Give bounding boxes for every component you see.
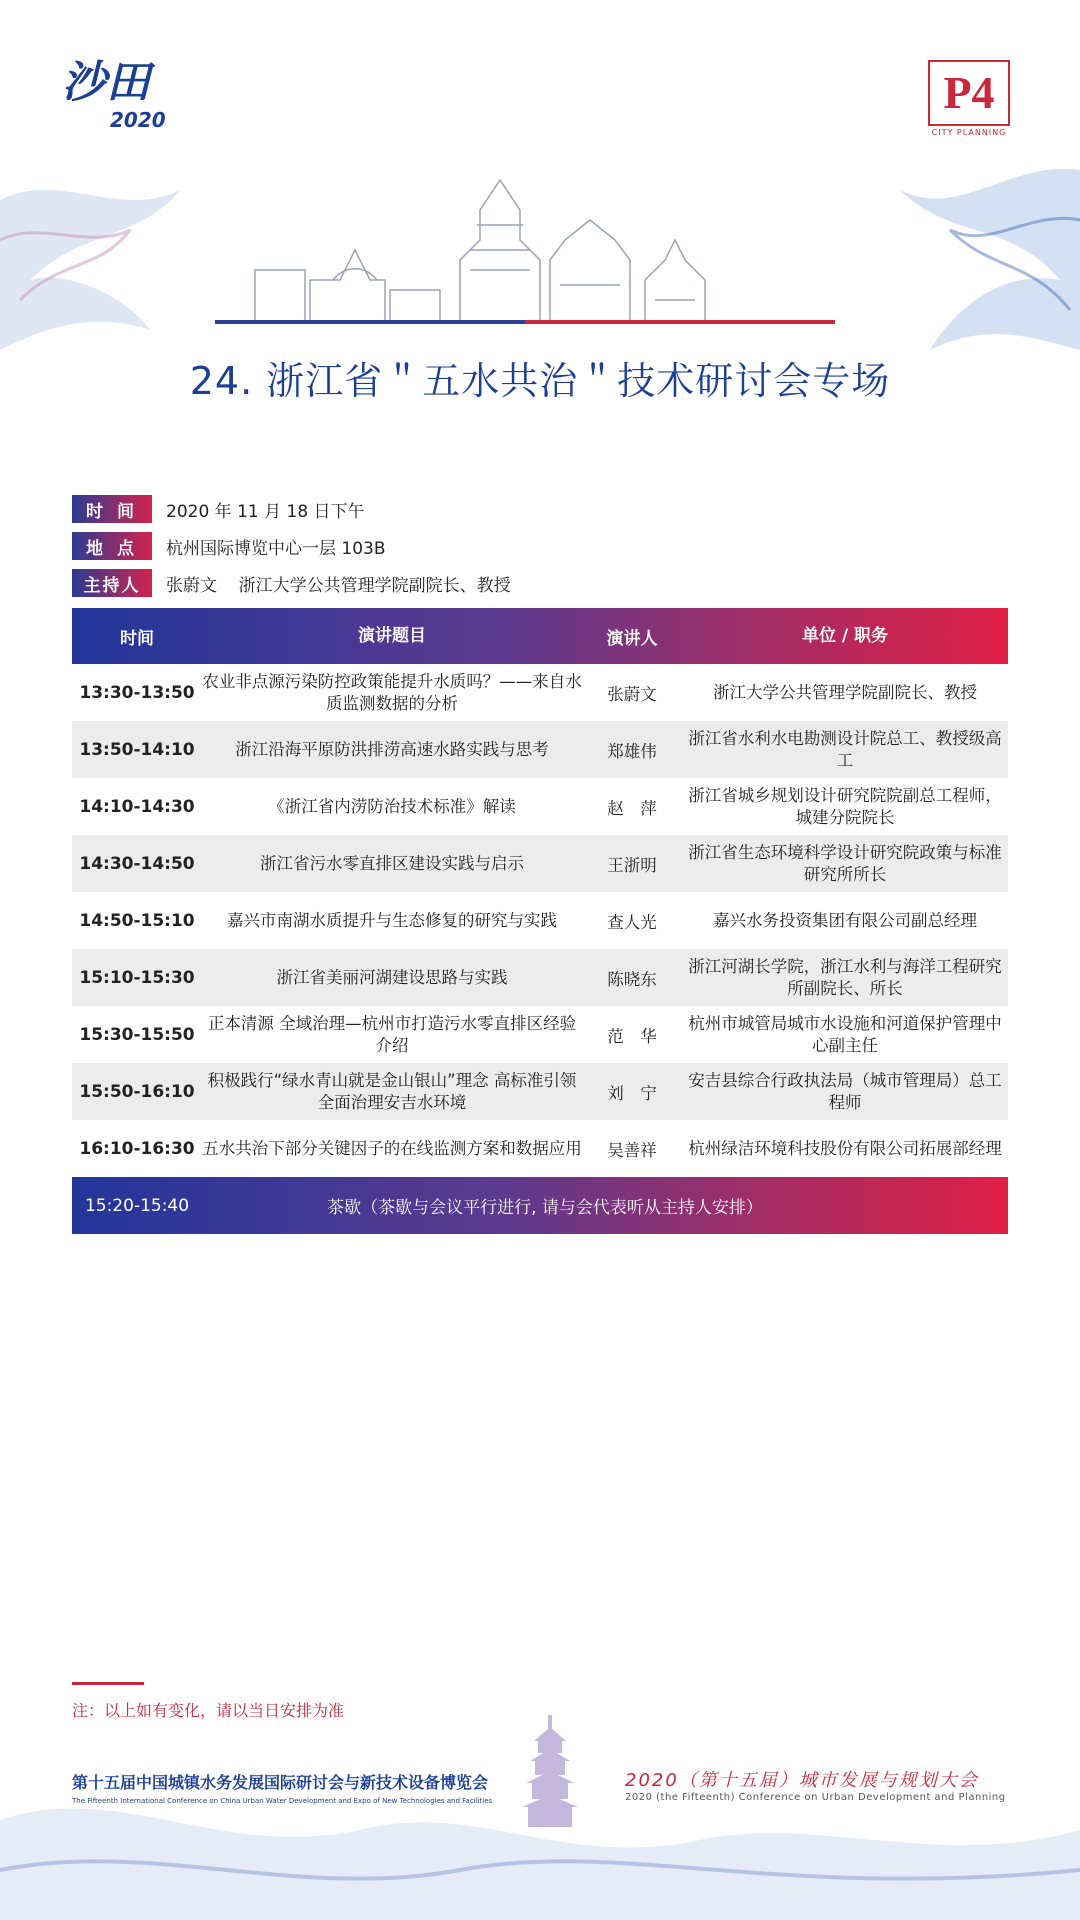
cell-time: 15:30-15:50	[79, 1024, 195, 1045]
cell-unit: 杭州市城管局城市水设施和河道保护管理中心副主任	[688, 1013, 1002, 1055]
info-tag-location: 地 点	[72, 532, 152, 560]
cell-unit: 嘉兴水务投资集团有限公司副总经理	[713, 910, 977, 930]
cell-topic: 五水共治下部分关键因子的在线监测方案和数据应用	[202, 1138, 582, 1158]
info-row-time	[72, 495, 365, 523]
cell-time: 16:10-16:30	[79, 1138, 195, 1159]
cell-unit: 浙江大学公共管理学院副院长、教授	[713, 682, 977, 702]
footer-planning-conference-cn: 2020（第十五届）城市发展与规划大会	[625, 1770, 979, 1791]
table-row	[72, 1120, 1008, 1177]
cell-time: 13:50-14:10	[79, 739, 195, 760]
tea-break-time: 15:20-15:40	[84, 1195, 190, 1216]
cell-topic: 《浙江省内涝防治技术标准》解读	[268, 796, 516, 816]
header-time: 时间	[120, 628, 154, 649]
cell-topic: 农业非点源污染防控政策能提升水质吗？——来自水质监测数据的分析	[202, 671, 582, 713]
table-row	[72, 835, 1008, 892]
logo-left-year: 2020	[110, 108, 166, 132]
logo-right-mark: P4	[928, 60, 1010, 126]
footer-conference-en: The Fifteenth International Conference on China Urban Water Development and Expo of New Technologies and Facilities	[72, 1797, 493, 1805]
smoke-decoration-right	[840, 150, 1080, 370]
table-row	[72, 721, 1008, 778]
tea-break-desc: 茶歇（茶歇与会议平行进行, 请与会代表听从主持人安排）	[327, 1198, 763, 1218]
logo-right-caption: CITY PLANNING	[931, 128, 1007, 137]
info-tag-time: 时 间	[72, 495, 152, 523]
cell-unit: 浙江省水利水电勘测设计院总工、教授级高工	[688, 728, 1002, 770]
table-header	[72, 608, 1008, 664]
cell-speaker: 吴善祥	[607, 1140, 657, 1160]
pagoda-illustration	[520, 1715, 580, 1845]
cell-time: 14:50-15:10	[79, 910, 195, 931]
table-row	[72, 1063, 1008, 1120]
page-title: 24. 浙江省＂五水共治＂技术研讨会专场	[189, 359, 891, 403]
cell-unit: 杭州绿洁环境科技股份有限公司拓展部经理	[688, 1138, 1002, 1158]
tea-break-row	[72, 1177, 1008, 1234]
table-row	[72, 892, 1008, 949]
cell-speaker: 陈晓东	[607, 969, 657, 989]
table-row	[72, 664, 1008, 721]
hangzhou-skyline-illustration	[215, 170, 835, 350]
table-row	[72, 949, 1008, 1006]
note-divider	[72, 1682, 144, 1685]
cell-topic: 浙江沿海平原防洪排涝高速水路实践与思考	[235, 739, 549, 759]
schedule-table	[72, 608, 1008, 1177]
smoke-decoration-left	[0, 160, 220, 360]
cell-unit: 浙江省生态环境科学设计研究院政策与标准研究所所长	[688, 842, 1002, 884]
cell-speaker: 范 华	[607, 1026, 657, 1046]
cell-topic: 浙江省美丽河湖建设思路与实践	[276, 967, 508, 987]
schedule-note: 注：以上如有变化，请以当日安排为准	[72, 1701, 345, 1720]
footer-conference-cn: 第十五届中国城镇水务发展国际研讨会与新技术设备博览会	[72, 1773, 489, 1792]
info-value-location: 杭州国际博览中心一层 103B	[166, 538, 386, 559]
cell-time: 15:50-16:10	[79, 1081, 195, 1102]
cell-speaker: 王浙明	[607, 855, 657, 875]
cell-unit: 浙江省城乡规划设计研究院院副总工程师，城建分院院长	[688, 785, 1002, 827]
table-row	[72, 1006, 1008, 1063]
info-row-host	[72, 569, 511, 597]
cell-speaker: 查人光	[607, 912, 657, 932]
info-tag-host: 主持人	[72, 569, 152, 597]
cell-topic: 正本清源 全域治理—杭州市打造污水零直排区经验介绍	[207, 1013, 577, 1055]
header-speaker: 演讲人	[606, 628, 658, 649]
cell-unit: 安吉县综合行政执法局（城市管理局）总工程师	[688, 1070, 1002, 1112]
cell-unit: 浙江河湖长学院，浙江水利与海洋工程研究所副院长、所长	[688, 956, 1002, 998]
cell-speaker: 刘 宁	[607, 1083, 657, 1103]
cell-time: 14:10-14:30	[79, 796, 195, 817]
cell-topic: 积极践行“绿水青山就是金山银山”理念 高标准引领全面治理安吉水环境	[207, 1070, 577, 1112]
cell-topic: 嘉兴市南湖水质提升与生态修复的研究与实践	[227, 910, 557, 930]
cell-time: 14:30-14:50	[79, 853, 195, 874]
cell-time: 13:30-13:50	[79, 682, 195, 703]
cell-topic: 浙江省污水零直排区建设实践与启示	[260, 853, 524, 873]
cell-speaker: 赵 萍	[607, 798, 657, 818]
city-planning-logo	[928, 60, 1010, 142]
header-topic: 演讲题目	[358, 626, 426, 646]
info-row-location	[72, 532, 386, 560]
header-unit: 单位 / 职务	[801, 626, 889, 646]
info-value-time: 2020 年 11 月 18 日下午	[166, 501, 365, 522]
cell-speaker: 张蔚文	[607, 684, 657, 704]
logo-left-mark: 沙田	[62, 57, 150, 108]
footer-planning-conference-en: 2020 (the Fifteenth) Conference on Urban Development and Planning	[625, 1792, 1006, 1803]
info-value-host: 张蔚文 浙江大学公共管理学院副院长、教授	[166, 575, 511, 596]
table-row	[72, 778, 1008, 835]
conference-logo-left	[62, 58, 192, 138]
cell-speaker: 郑雄伟	[607, 741, 657, 761]
cell-time: 15:10-15:30	[79, 967, 195, 988]
